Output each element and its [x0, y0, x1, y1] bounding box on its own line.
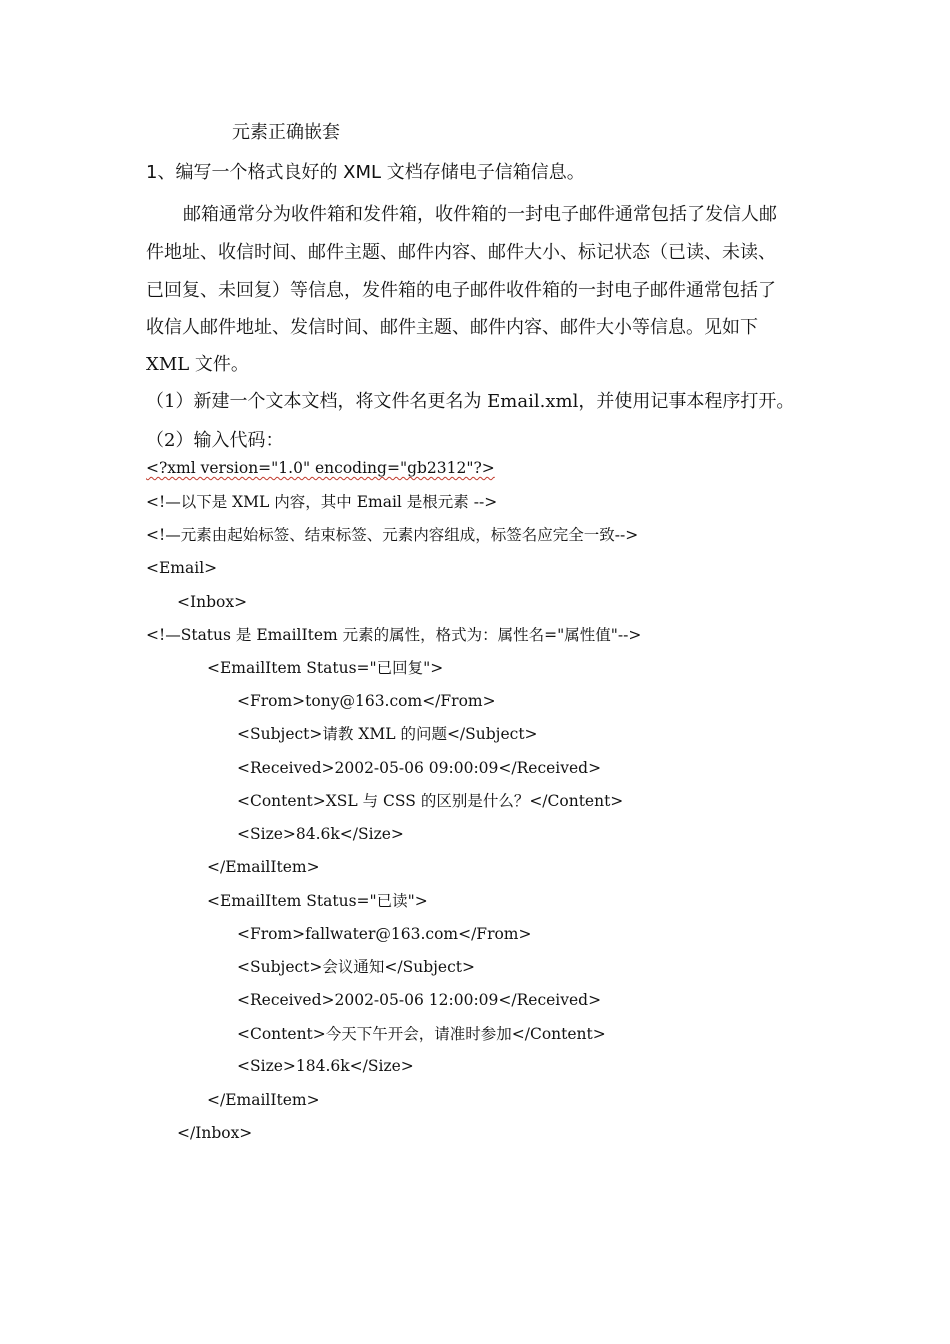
- section-title: 元素正确嵌套: [232, 122, 340, 143]
- xml-comment: <!—Status 是 EmailItem 元素的属性，格式为：属性名="属性值"-->: [146, 626, 642, 644]
- step-1: （1）新建一个文本文档，将文件名更名为 Email.xml，并使用记事本程序打开。: [146, 391, 795, 412]
- xml-inbox-open: <Inbox>: [177, 593, 248, 611]
- xml-inbox-close: </Inbox>: [177, 1124, 253, 1142]
- xml-emailitem-close: </EmailItem>: [207, 1091, 320, 1109]
- xml-element: <Size>84.6k</Size>: [237, 825, 404, 843]
- paragraph-line: XML 文件。: [146, 354, 249, 375]
- xml-comment: <!—以下是 XML 内容，其中 Email 是根元素 -->: [146, 493, 498, 511]
- xml-element: <Subject>请教 XML 的问题</Subject>: [237, 725, 538, 743]
- xml-declaration: <?xml version="1.0" encoding="gb2312"?>: [146, 459, 495, 477]
- paragraph-line: 邮箱通常分为收件箱和发件箱，收件箱的一封电子邮件通常包括了发信人邮: [183, 204, 777, 225]
- xml-emailitem-open: <EmailItem Status="已回复">: [207, 659, 444, 677]
- paragraph-line: 收信人邮件地址、发信时间、邮件主题、邮件内容、邮件大小等信息。见如下: [146, 317, 758, 338]
- xml-element: <Received>2002-05-06 09:00:09</Received>: [237, 759, 602, 777]
- xml-element: <Received>2002-05-06 12:00:09</Received>: [237, 991, 602, 1009]
- xml-element: <Content>今天下午开会，请准时参加</Content>: [237, 1025, 606, 1043]
- xml-element: <Size>184.6k</Size>: [237, 1057, 414, 1075]
- xml-comment: <!—元素由起始标签、结束标签、元素内容组成，标签名应完全一致-->: [146, 526, 639, 544]
- xml-element: <Subject>会议通知</Subject>: [237, 958, 475, 976]
- xml-emailitem-open: <EmailItem Status="已读">: [207, 892, 428, 910]
- xml-emailitem-close: </EmailItem>: [207, 858, 320, 876]
- task-heading: 1、编写一个格式良好的 XML 文档存储电子信箱信息。: [146, 162, 585, 183]
- xml-email-open: <Email>: [146, 559, 218, 577]
- paragraph-line: 件地址、收信时间、邮件主题、邮件内容、邮件大小、标记状态（已读、未读、: [146, 242, 776, 263]
- paragraph-line: 已回复、未回复）等信息，发件箱的电子邮件收件箱的一封电子邮件通常包括了: [146, 280, 776, 301]
- xml-element: <Content>XSL 与 CSS 的区别是什么？</Content>: [237, 792, 624, 810]
- xml-element: <From>fallwater@163.com</From>: [237, 925, 532, 943]
- xml-element: <From>tony@163.com</From>: [237, 692, 496, 710]
- step-2: （2）输入代码：: [146, 430, 284, 451]
